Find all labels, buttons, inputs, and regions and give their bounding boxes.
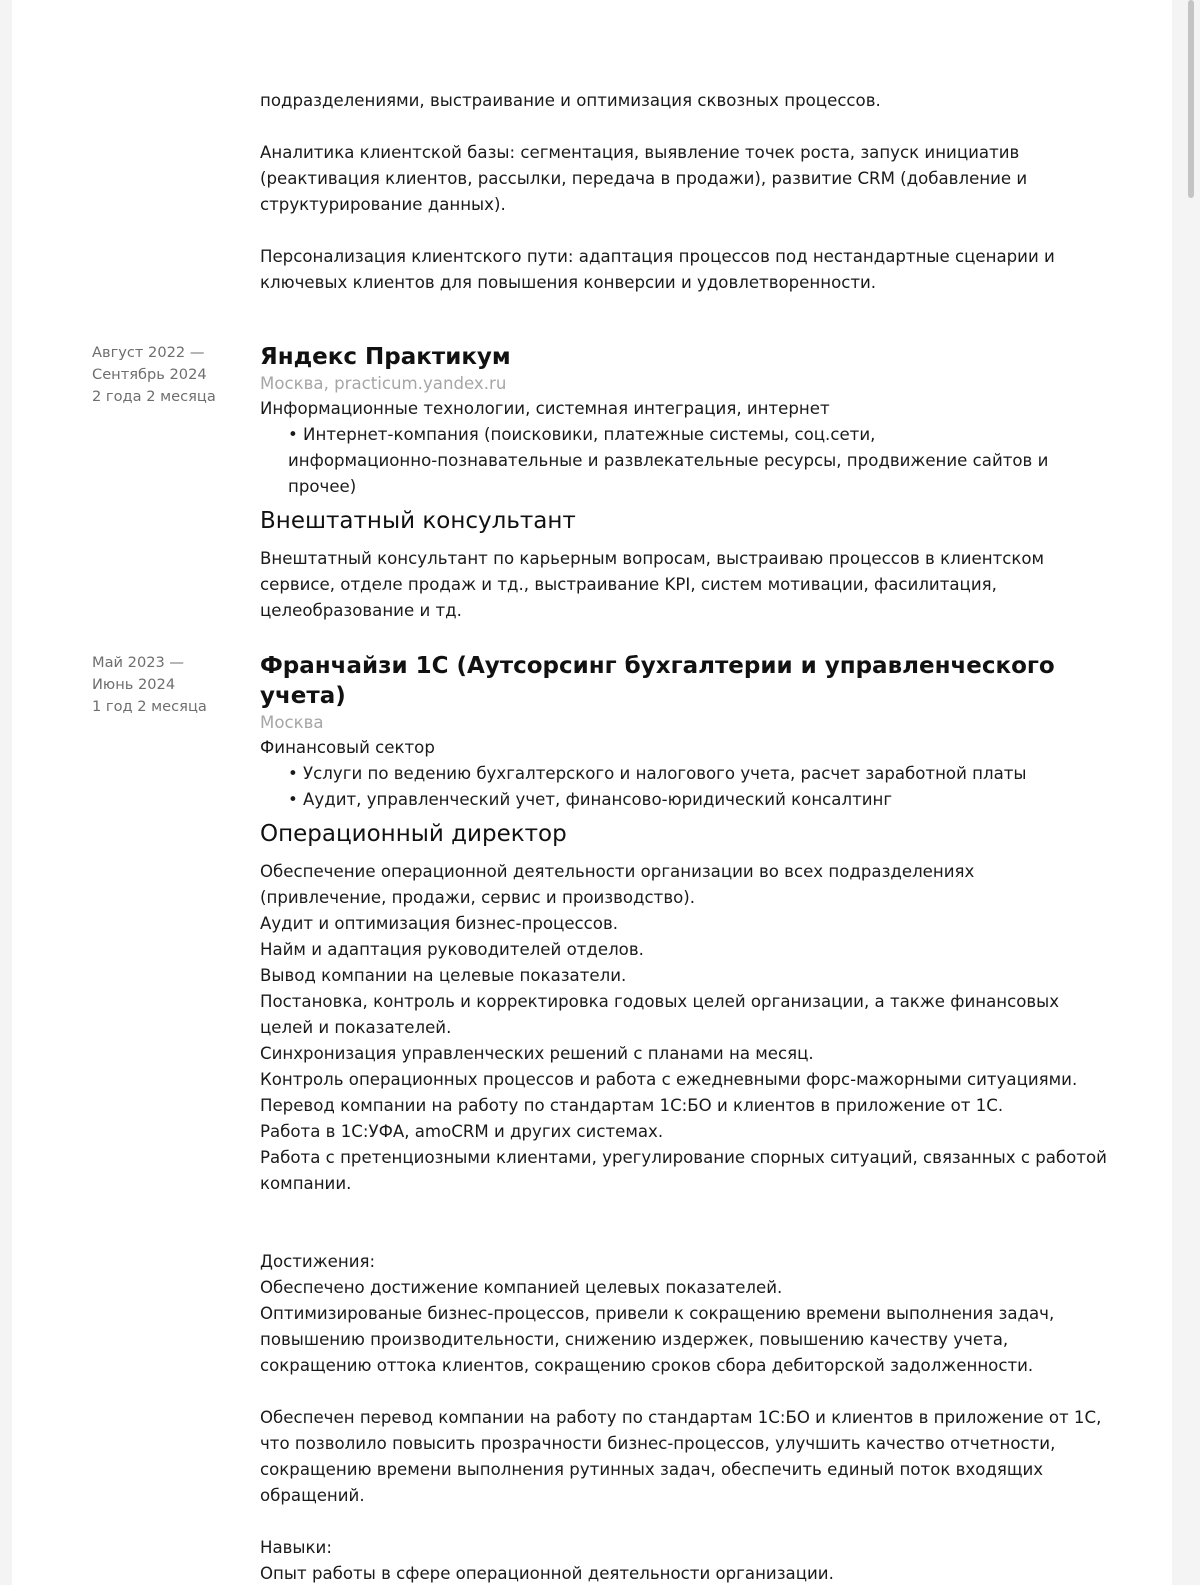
- industry: Финансовый сектор: [260, 738, 435, 757]
- job-entry: [260, 651, 1120, 1585]
- company-location: Москва, practicum.yandex.ru: [260, 374, 507, 393]
- job-title: Внештатный консультант: [260, 508, 576, 534]
- job-entry: [260, 342, 1120, 624]
- vertical-scrollbar[interactable]: [1186, 0, 1196, 1585]
- period-start: Май 2023 —: [92, 654, 185, 671]
- job-description: Обеспечение операционной деятельности организации во всех подразделениях (привлечение, продажи, сервис и производство). Аудит и оптимизация бизнес-процессов. Найм и адаптация руководителей отделов. Вывод компании на целевые показатели. Постановка, контроль и корректировка годовых целей организации, а также финансовых целей и показателей. Синхронизация управленческих решений с планами на месяц. Контроль операционных процессов и работа с ежедневными форс-мажорными ситуациями. Перевод компании на работу по стандартам 1С:БО и клиентов в приложение от 1С. Работа в 1С:УФА, amoCRM и других системах. Работа с претенциозными клиентами, урегулирование спорных ситуаций, связанных с работой компании.: [260, 862, 1107, 1193]
- job-period: [92, 342, 242, 408]
- list-item: информационно-познавательные и развлекательные ресурсы, продвижение сайтов и: [288, 451, 1049, 470]
- company-location: Москва: [260, 713, 324, 732]
- achievements-title: Достижения:: [260, 1252, 376, 1271]
- job-title: Операционный директор: [260, 821, 567, 847]
- industry-bullets: [260, 761, 1120, 813]
- intro-paragraph-2: Аналитика клиентской базы: сегментация, выявление точек роста, запуск инициатив (реактивация клиентов, рассылки, передача в продажи), развитие CRM (добавление и структурирование данных).: [260, 143, 1028, 214]
- period-start: Август 2022 —: [92, 344, 205, 361]
- list-item: • Интернет-компания (поисковики, платежные системы, соц.сети,: [288, 425, 876, 444]
- resume-content: [260, 88, 1120, 296]
- company-name: Франчайзи 1С (Аутсорсинг бухгалтерии и управленческого учета): [260, 653, 1055, 709]
- list-item: • Аудит, управленческий учет, финансово-юридический консалтинг: [288, 790, 893, 809]
- industry: Информационные технологии, системная интеграция, интернет: [260, 399, 830, 418]
- skills-section: Навыки: Опыт работы в сфере операционной деятельности организации.: [260, 1535, 1120, 1585]
- period-end: Сентябрь 2024: [92, 366, 207, 383]
- intro-paragraph-1: подразделениями, выстраивание и оптимизация сквозных процессов.: [260, 91, 881, 110]
- list-item: прочее): [288, 477, 357, 496]
- job-description: Внештатный консультант по карьерным вопросам, выстраиваю процессов в клиентском сервисе, отделе продаж и тд., выстраивание KPI, систем мотивации, фасилитация, целеобразование и тд.: [260, 549, 1045, 620]
- duration: 2 года 2 месяца: [92, 388, 216, 405]
- skills-title: Навыки:: [260, 1538, 332, 1557]
- scrollbar-thumb[interactable]: [1188, 0, 1194, 198]
- achievements-section: Достижения: Обеспечено достижение компанией целевых показателей. Оптимизированые бизнес-процессов, привели к сокращению времени выполнения задач, повышению производительности, снижению издержек, повышению качеству учета, сокращению оттока клиентов, сокращению сроков сбора дебиторской задолженности. Обеспечен перевод компании на работу по стандартам 1С:БО и клиентов в приложение от 1С, что позволило повысить прозрачности бизнес-процессов, улучшить качество отчетности, сокращению времени выполнения рутинных задач, обеспечить единый поток входящих обращений.: [260, 1249, 1120, 1509]
- job-period: [92, 652, 242, 718]
- duration: 1 год 2 месяца: [92, 698, 207, 715]
- intro-paragraph-3: Персонализация клиентского пути: адаптация процессов под нестандартные сценарии и ключевых клиентов для повышения конверсии и удовлетворенности.: [260, 247, 1055, 292]
- company-name: Яндекс Практикум: [260, 344, 511, 370]
- period-end: Июнь 2024: [92, 676, 176, 693]
- industry-bullets: [260, 422, 1120, 500]
- list-item: • Услуги по ведению бухгалтерского и налогового учета, расчет заработной платы: [288, 764, 1027, 783]
